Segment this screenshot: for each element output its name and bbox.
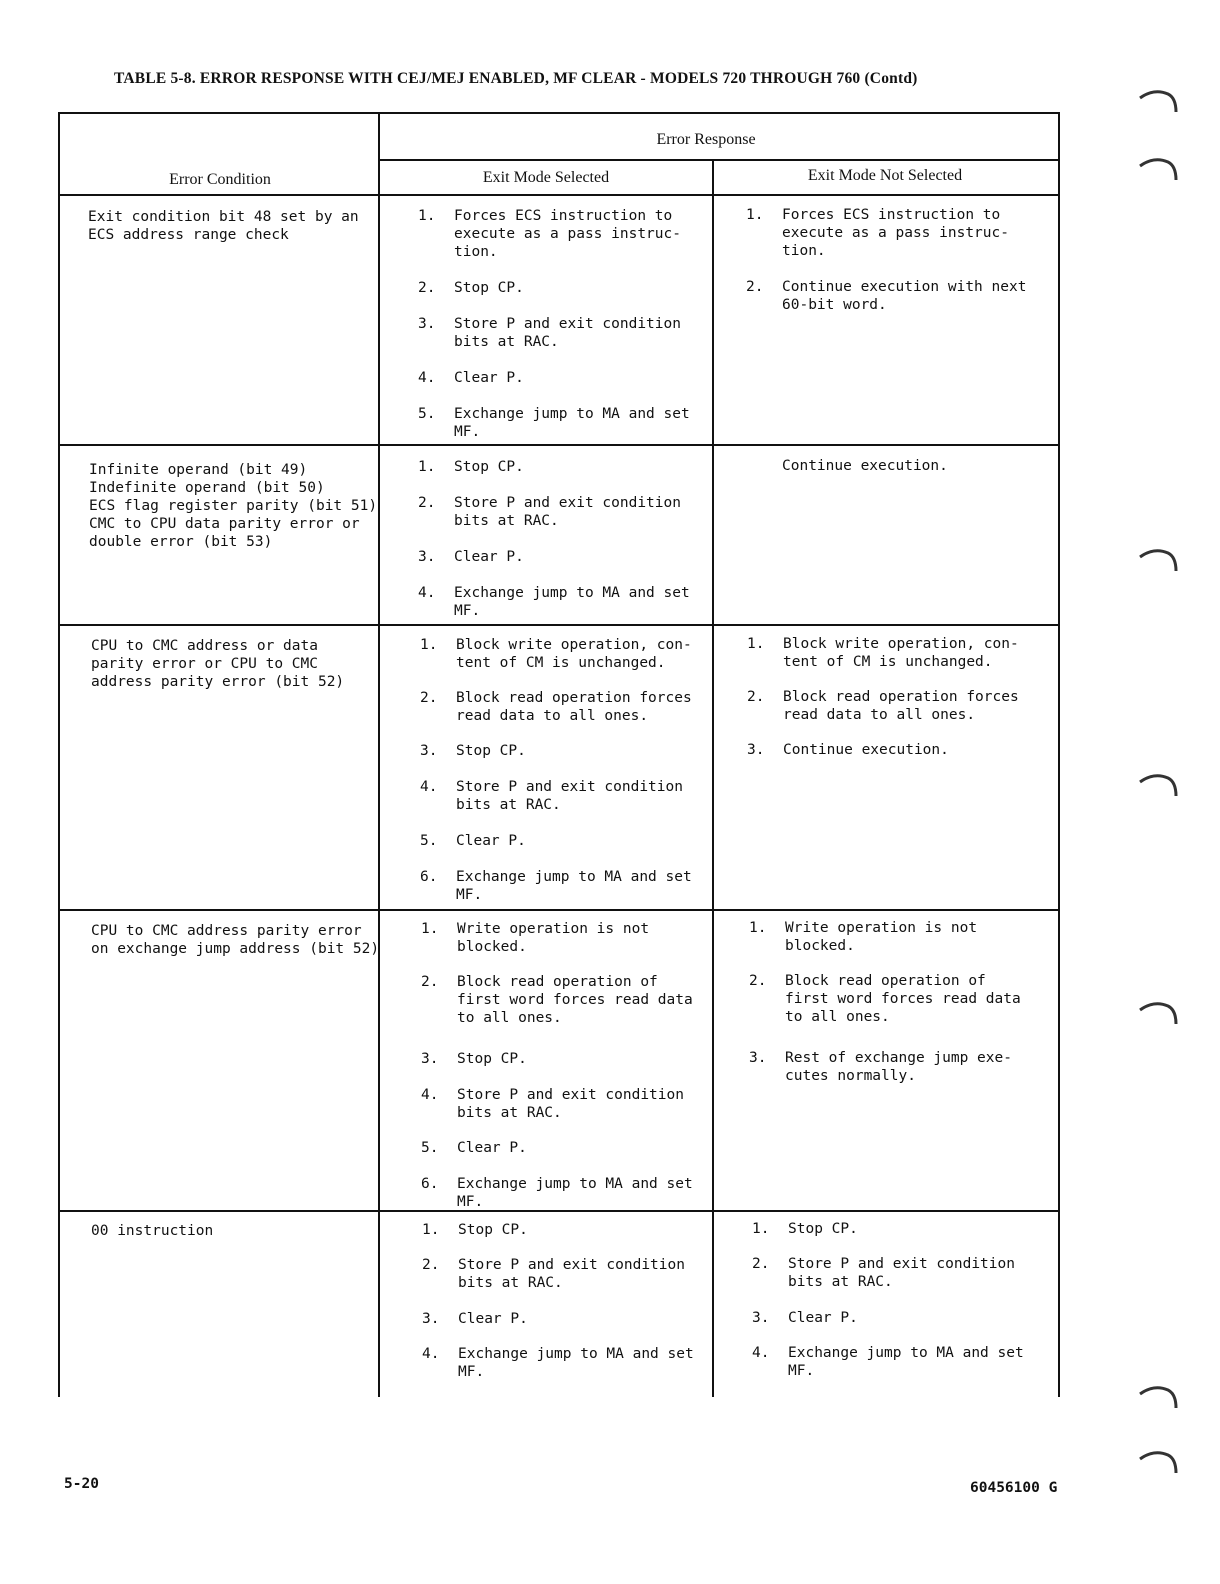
exit-selected-cell (422, 1221, 722, 1381)
punch-hole-mark (1138, 1382, 1182, 1420)
list-item: 1. Stop CP. (422, 1222, 528, 1238)
exit-selected-cell (418, 458, 718, 620)
header-error-response: Error Response (656, 131, 756, 148)
list-item: 3. Clear P. (422, 1311, 528, 1327)
exit-selected-cell (418, 207, 718, 441)
list-item: 5. Clear P. (420, 833, 526, 849)
list-item: 1. Stop CP. (752, 1221, 858, 1237)
condition-cell: Exit condition bit 48 set by an ECS address range check (88, 209, 359, 243)
exit-not-selected-cell (746, 457, 1046, 493)
list-item: 1. Block write operation, con- tent of CM is unchanged. (747, 636, 1019, 670)
list-item: 5. Clear P. (421, 1140, 527, 1156)
table-title: TABLE 5-8. ERROR RESPONSE WITH CEJ/MEJ ENABLED, MF CLEAR - MODELS 720 THROUGH 760 (Contd) (114, 70, 918, 87)
condition-cell: Infinite operand (bit 49) Indefinite operand (bit 50) ECS flag register parity (bit 51) CMC to CPU data parity error or double error (bit 53) (89, 462, 378, 550)
list-item: 6. Exchange jump to MA and set MF. (420, 869, 692, 903)
list-item: 1. Forces ECS instruction to execute as a pass instruc- tion. (746, 207, 1009, 259)
punch-hole-mark (1138, 545, 1182, 583)
list-item: 4. Clear P. (418, 370, 524, 386)
list-item: 4. Exchange jump to MA and set MF. (422, 1346, 694, 1380)
list-item: 2. Continue execution with next 60-bit word. (746, 279, 1027, 313)
list-item: 2. Store P and exit condition bits at RAC. (422, 1257, 685, 1291)
list-item: 4. Exchange jump to MA and set MF. (752, 1345, 1024, 1379)
list-item: 3. Stop CP. (421, 1051, 527, 1067)
list-item: 2. Store P and exit condition bits at RAC. (752, 1256, 1015, 1290)
divider-condition-response (378, 114, 380, 1397)
exit-selected-cell (420, 636, 720, 904)
list-item: 4. Exchange jump to MA and set MF. (418, 585, 690, 619)
header-exit-mode-not-selected: Exit Mode Not Selected (807, 167, 963, 184)
list-item: 3. Stop CP. (420, 743, 526, 759)
list-item: 2. Store P and exit condition bits at RAC. (418, 495, 681, 529)
list-item: 3. Rest of exchange jump exe- cutes normally. (749, 1050, 1012, 1084)
document-number: 60456100 G (970, 1480, 1058, 1496)
row-divider (60, 624, 1060, 626)
condition-cell: 00 instruction (91, 1223, 214, 1239)
list-item: 1. Stop CP. (418, 459, 524, 475)
exit-not-selected-cell (746, 206, 1046, 314)
header-bottom-line (60, 194, 1060, 196)
exit-selected-cell (421, 920, 721, 1211)
list-item: 2. Block read operation of first word forces read data to all ones. (421, 974, 693, 1026)
list-item: 2. Stop CP. (418, 280, 524, 296)
list-item: 2. Block read operation forces read data to all ones. (420, 690, 692, 724)
list-item: 3. Clear P. (418, 549, 524, 565)
list-item: 4. Store P and exit condition bits at RAC. (421, 1087, 684, 1121)
header-error-condition: Error Condition (169, 171, 271, 188)
exit-not-selected-cell (747, 635, 1047, 777)
page-number: 5-20 (64, 1476, 99, 1492)
list-item: 3. Continue execution. (747, 742, 949, 758)
row-divider (60, 444, 1060, 446)
condition-cell: CPU to CMC address or data parity error or CPU to CMC address parity error (bit 52) (91, 638, 345, 690)
list-item: 1. Write operation is not blocked. (749, 920, 978, 954)
list-item: 5. Exchange jump to MA and set MF. (418, 406, 690, 440)
exit-not-selected-cell (749, 919, 1049, 1085)
punch-hole-mark (1138, 154, 1182, 192)
list-item: 1. Forces ECS instruction to execute as a pass instruc- tion. (418, 208, 681, 260)
list-item: 2. Block read operation of first word forces read data to all ones. (749, 973, 1021, 1025)
list-item: 2. Block read operation forces read data to all ones. (747, 689, 1019, 723)
punch-hole-mark (1138, 998, 1182, 1036)
list-item: 3. Store P and exit condition bits at RAC. (418, 316, 681, 350)
header-subdivider (378, 159, 1060, 161)
punch-hole-mark (1138, 770, 1182, 808)
list-item: 1. Block write operation, con- tent of CM is unchanged. (420, 637, 692, 671)
header-exit-mode-selected: Exit Mode Selected (482, 169, 610, 186)
punch-hole-mark (1138, 1447, 1182, 1485)
condition-cell: CPU to CMC address parity error on exchange jump address (bit 52) (91, 923, 380, 957)
punch-hole-mark (1138, 86, 1182, 124)
list-item: Continue execution. (782, 458, 948, 474)
error-response-table (58, 112, 1060, 1397)
list-item: 6. Exchange jump to MA and set MF. (421, 1176, 693, 1210)
exit-not-selected-cell (752, 1220, 1052, 1380)
list-item: 1. Write operation is not blocked. (421, 921, 650, 955)
row-divider (60, 909, 1060, 911)
list-item: 4. Store P and exit condition bits at RAC. (420, 779, 683, 813)
list-item: 3. Clear P. (752, 1310, 858, 1326)
